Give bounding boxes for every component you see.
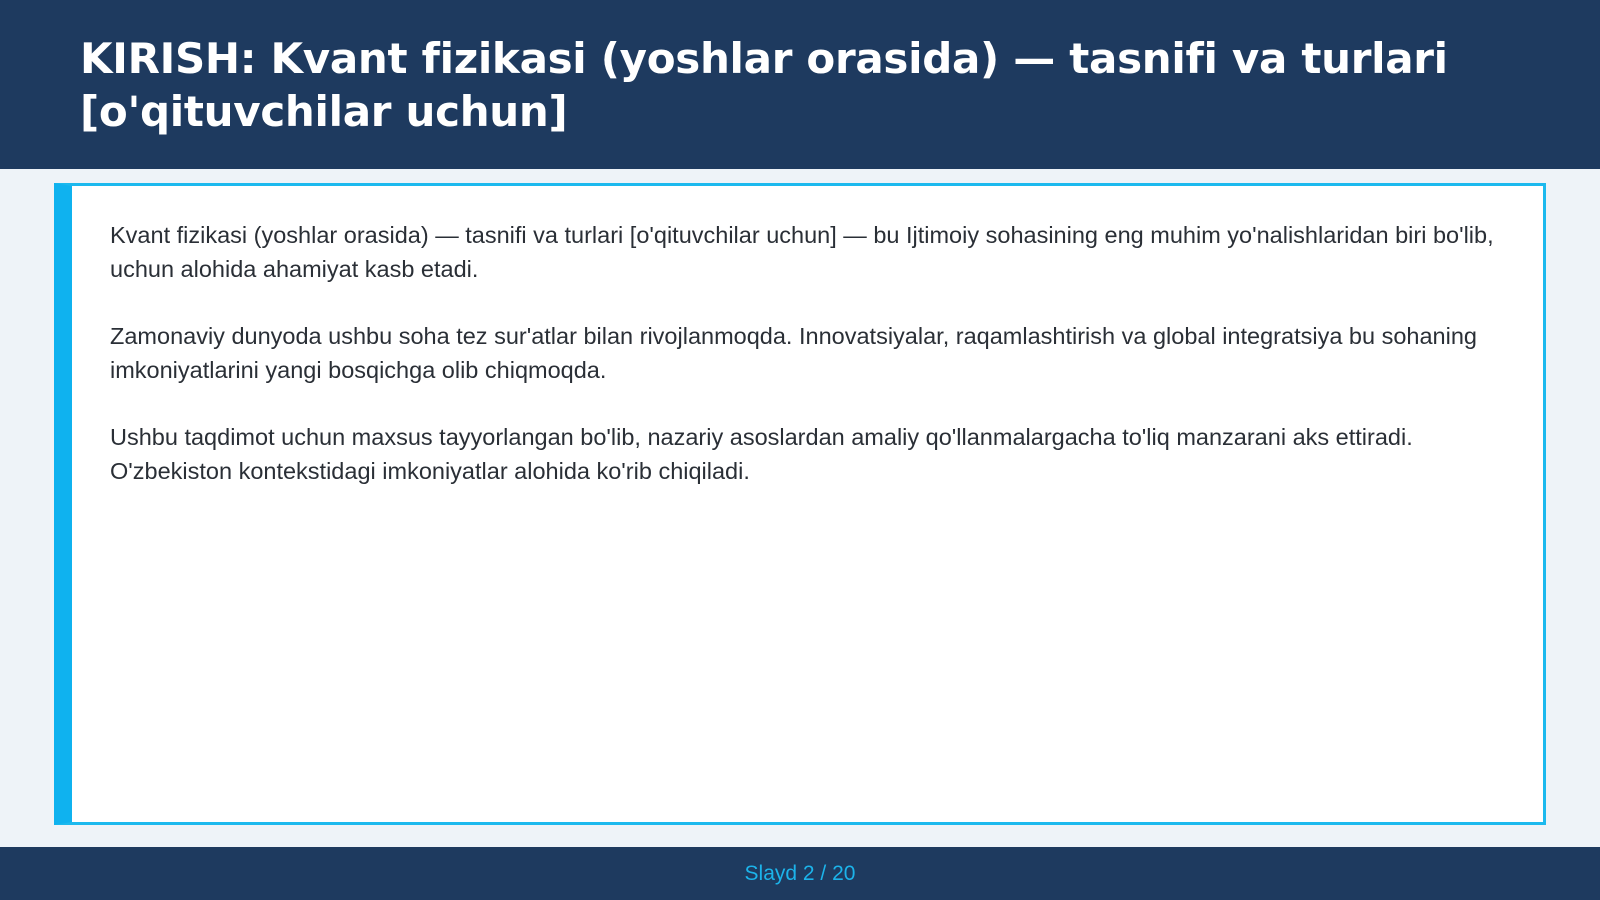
slide-counter: Slayd 2 / 20 bbox=[744, 862, 856, 885]
paragraph-intro: Kvant fizikasi (yoshlar orasida) — tasnifi va turlari [o'qituvchilar uchun] — bu Ijtimoiy sohasining eng muhim yo'nalishlaridan biri bo'lib, uchun alohida ahamiyat kasb etadi. bbox=[110, 222, 1494, 282]
slide-footer bbox=[0, 847, 1600, 900]
paragraph-modern-world: Zamonaviy dunyoda ushbu soha tez sur'atlar bilan rivojlanmoqda. Innovatsiyalar, raqamlashtirish va global integratsiya bu sohaning imkoniyatlarini yangi bosqichga olib chiqmoqda. bbox=[110, 323, 1477, 383]
slide-title: KIRISH: Kvant fizikasi (yoshlar orasida) — tasnifi va turlari [o'qituvchilar uchun] bbox=[80, 34, 1448, 136]
slide-header bbox=[0, 0, 1600, 169]
content-card bbox=[54, 183, 1546, 825]
paragraph-presentation-purpose: Ushbu taqdimot uchun maxsus tayyorlangan bo'lib, nazariy asoslardan amaliy qo'llanmalargacha to'liq manzarani aks ettiradi. O'zbekiston kontekstidagi imkoniyatlar alohida ko'rib chiqiladi. bbox=[110, 424, 1413, 484]
